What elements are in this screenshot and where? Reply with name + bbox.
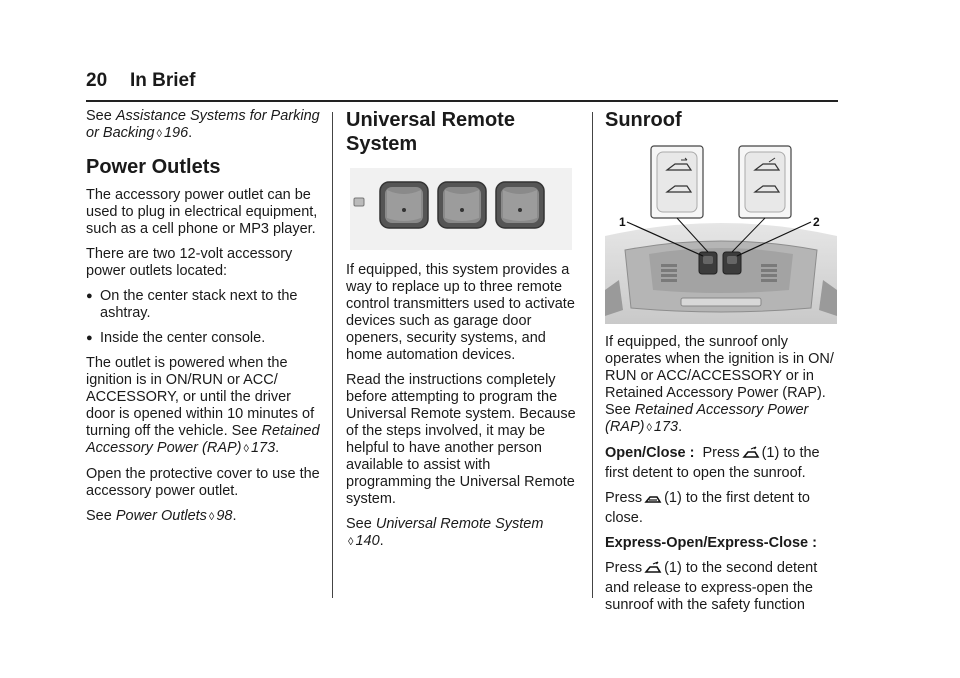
remote-button-3-icon xyxy=(496,182,544,228)
paragraph xyxy=(86,508,322,526)
paragraph xyxy=(605,334,839,437)
page-ref-icon: ◊ xyxy=(156,128,162,140)
cross-reference-link[interactable]: Retained Accessory Power (RAP) xyxy=(86,423,320,456)
text: See xyxy=(346,516,376,532)
text: . xyxy=(678,419,683,435)
page-ref-icon: ◊ xyxy=(243,443,249,455)
paragraph: The accessory power outlet can be used to plug in electrical equipment, such as a cell phone or MP3 player. xyxy=(86,187,318,237)
page-header xyxy=(86,70,838,100)
callout-1: 1 xyxy=(619,215,626,229)
text: See xyxy=(86,108,116,124)
paragraph xyxy=(86,108,322,143)
paragraph xyxy=(605,490,839,527)
text: (1) to the second detent and release to express-open the sunroof with the safety function xyxy=(605,560,818,613)
label-express: Express-Open/Express-Close : xyxy=(605,535,817,551)
page-ref-icon: ◊ xyxy=(646,422,652,434)
text: See xyxy=(86,508,116,524)
list-item xyxy=(86,330,322,347)
header-rule xyxy=(86,100,838,102)
text: If equipped, the sunroof only operates when the ignition is in ON/ RUN or ACC/ACCESSORY or in Retained Accessory Power (RAP). See xyxy=(605,334,834,418)
paragraph: Open the protective cover to use the accessory power outlet. xyxy=(86,466,320,499)
remote-buttons-illustration xyxy=(350,168,572,250)
heading-universal-remote: Universal Remote System xyxy=(346,109,515,155)
paragraph xyxy=(346,516,578,551)
column-left xyxy=(86,108,322,534)
indicator-light-icon xyxy=(354,198,364,206)
sunroof-open-icon xyxy=(644,561,662,580)
callout-2: 2 xyxy=(813,215,820,229)
cross-reference-link[interactable]: Universal Remote System xyxy=(375,516,544,532)
heading-power-outlets: Power Outlets xyxy=(86,156,221,178)
text: Press xyxy=(702,445,740,461)
text: Press xyxy=(605,560,643,576)
column-divider xyxy=(592,112,593,598)
heading-sunroof: Sunroof xyxy=(605,109,682,131)
paragraph: If equipped, this system provides a way to replace up to three remote control transmitters used to activate devices such as garage door openers, security systems, and home automation devices. xyxy=(346,262,575,363)
page-ref-icon: ◊ xyxy=(348,536,354,548)
text: (1) to the first detent to close. xyxy=(605,490,810,526)
list-item xyxy=(86,288,322,322)
sunroof-close-icon xyxy=(644,491,662,510)
zoom-box-switch-1 xyxy=(651,146,703,218)
sunroof-figure xyxy=(605,140,837,324)
universal-remote-figure xyxy=(350,168,572,250)
bullet-icon: ● xyxy=(86,332,93,344)
text: (1) to the first detent to open the sunroof. xyxy=(605,445,820,481)
sunroof-controls-illustration xyxy=(605,140,837,324)
page-ref-icon: ◊ xyxy=(208,511,215,523)
paragraph xyxy=(605,535,839,552)
paragraph xyxy=(86,355,322,458)
sunroof-open-icon xyxy=(742,446,760,465)
page-ref[interactable]: 140 xyxy=(355,533,380,549)
list-item-text: Inside the center console. xyxy=(100,330,266,346)
zoom-box-switch-2 xyxy=(739,146,791,218)
text: Press xyxy=(605,490,643,506)
list-item-text: On the center stack next to the ashtray. xyxy=(100,288,298,321)
cross-reference-link[interactable]: Retained Accessory Power (RAP) xyxy=(605,402,809,435)
section-title: In Brief xyxy=(130,70,196,91)
paragraph: Read the instructions completely before attempting to program the Universal Remote system. Because of the steps involved, it may be helpful to have another person available to assist with programming the Universal Remote system. xyxy=(346,372,576,507)
text: . xyxy=(188,125,193,141)
page-number: 20 xyxy=(86,70,108,91)
paragraph xyxy=(605,560,839,614)
page-ref[interactable]: 173 xyxy=(250,440,276,456)
text: . xyxy=(379,533,384,549)
map-light-icon xyxy=(681,298,761,306)
cross-reference-link[interactable]: Power Outlets xyxy=(115,508,207,524)
cross-reference-link[interactable]: Assistance Systems for Parking or Backing xyxy=(86,108,320,141)
page-ref[interactable]: 196 xyxy=(163,125,189,141)
column-divider xyxy=(332,112,333,598)
text: . xyxy=(275,440,280,456)
text: . xyxy=(232,508,237,524)
column-middle xyxy=(346,108,578,559)
bullet-icon: ● xyxy=(86,290,93,302)
paragraph: There are two 12-volt accessory power outlets located: xyxy=(86,246,293,279)
column-right xyxy=(605,108,839,622)
paragraph xyxy=(605,445,839,482)
label-open-close: Open/Close : xyxy=(605,445,695,461)
page-ref[interactable]: 98 xyxy=(216,508,233,524)
remote-button-2-icon xyxy=(438,182,486,228)
page-ref[interactable]: 173 xyxy=(653,419,679,435)
text: The outlet is powered when the ignition is in ON/RUN or ACC/ ACCESSORY, or until the driver door is opened within 10 minutes of turning off the vehicle. See xyxy=(86,355,315,439)
remote-button-1-icon xyxy=(380,182,428,228)
